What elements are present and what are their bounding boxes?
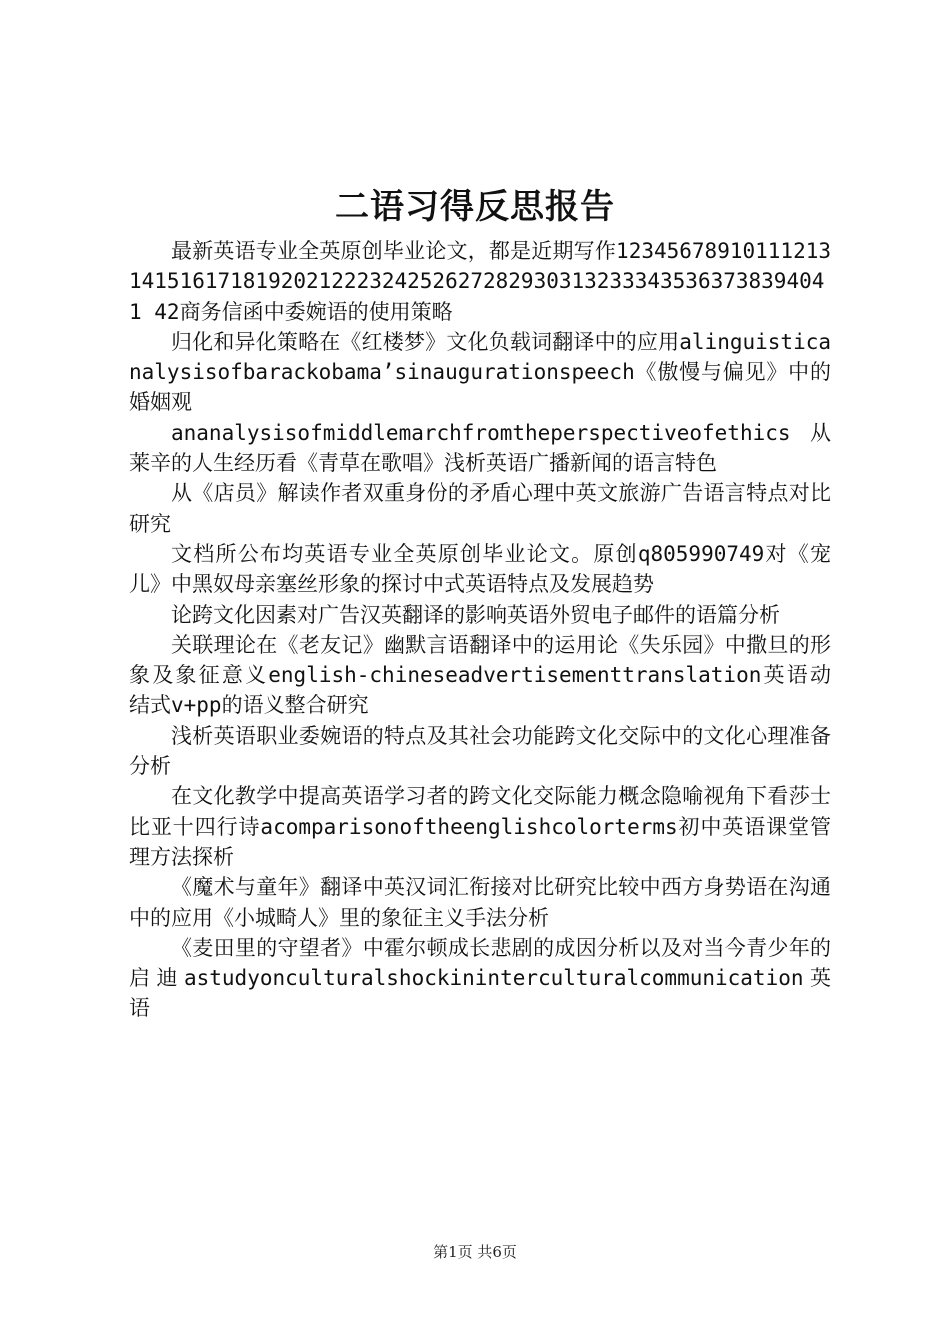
body-paragraph: 《麦田里的守望者》中霍尔顿成长悲剧的成因分析以及对当今青少年的启迪astudyonculturalshockininterculturalcommunication英语 [129,935,831,1021]
body-paragraph: 在文化教学中提高英语学习者的跨文化交际能力概念隐喻视角下看莎士比亚十四行诗acomparisonoftheenglishcolorterms初中英语课堂管理方法探析 [129,784,831,869]
body-paragraph: 文档所公布均英语专业全英原创毕业论文。原创q805990749对《宠儿》中黑奴母亲塞丝形象的探讨中式英语特点及发展趋势 [129,541,831,597]
body-paragraph: 《魔术与童年》翻译中英汉词汇衔接对比研究比较中西方身势语在沟通中的应用《小城畸人》里的象征主义手法分析 [129,875,831,930]
body-paragraph: 最新英语专业全英原创毕业论文，都是近期写作1234567891011121314151617181920212223242526272829303132333435363738394041 42商务信函中委婉语的使用策略 [129,239,831,324]
body-paragraph: 论跨文化因素对广告汉英翻译的影响英语外贸电子邮件的语篇分析 [171,602,780,627]
page-number-footer: 第1页 共6页 [433,1243,517,1261]
body-paragraph: 从《店员》解读作者双重身份的矛盾心理中英文旅游广告语言特点对比研究 [129,481,831,536]
body-paragraph: 浅析英语职业委婉语的特点及其社会功能跨文化交际中的文化心理准备分析 [129,723,831,779]
body-paragraph: 归化和异化策略在《红楼梦》文化负载词翻译中的应用alinguisticanalysisofbarackobama’sinaugurationspeech《傲慢与偏见》中的婚姻观 [129,329,831,415]
body-paragraph: ananalysisofmiddlemarchfromtheperspectiveofethics从莱辛的人生经历看《青草在歌唱》浅析英语广播新闻的语言特色 [129,420,831,476]
document-body [129,236,831,1024]
page-title: 二语习得反思报告 [335,187,615,227]
body-paragraph: 关联理论在《老友记》幽默言语翻译中的运用论《失乐园》中撒旦的形象及象征意义english-chineseadvertisementtranslation英语动结式v+pp的语义整合研究 [129,632,831,718]
